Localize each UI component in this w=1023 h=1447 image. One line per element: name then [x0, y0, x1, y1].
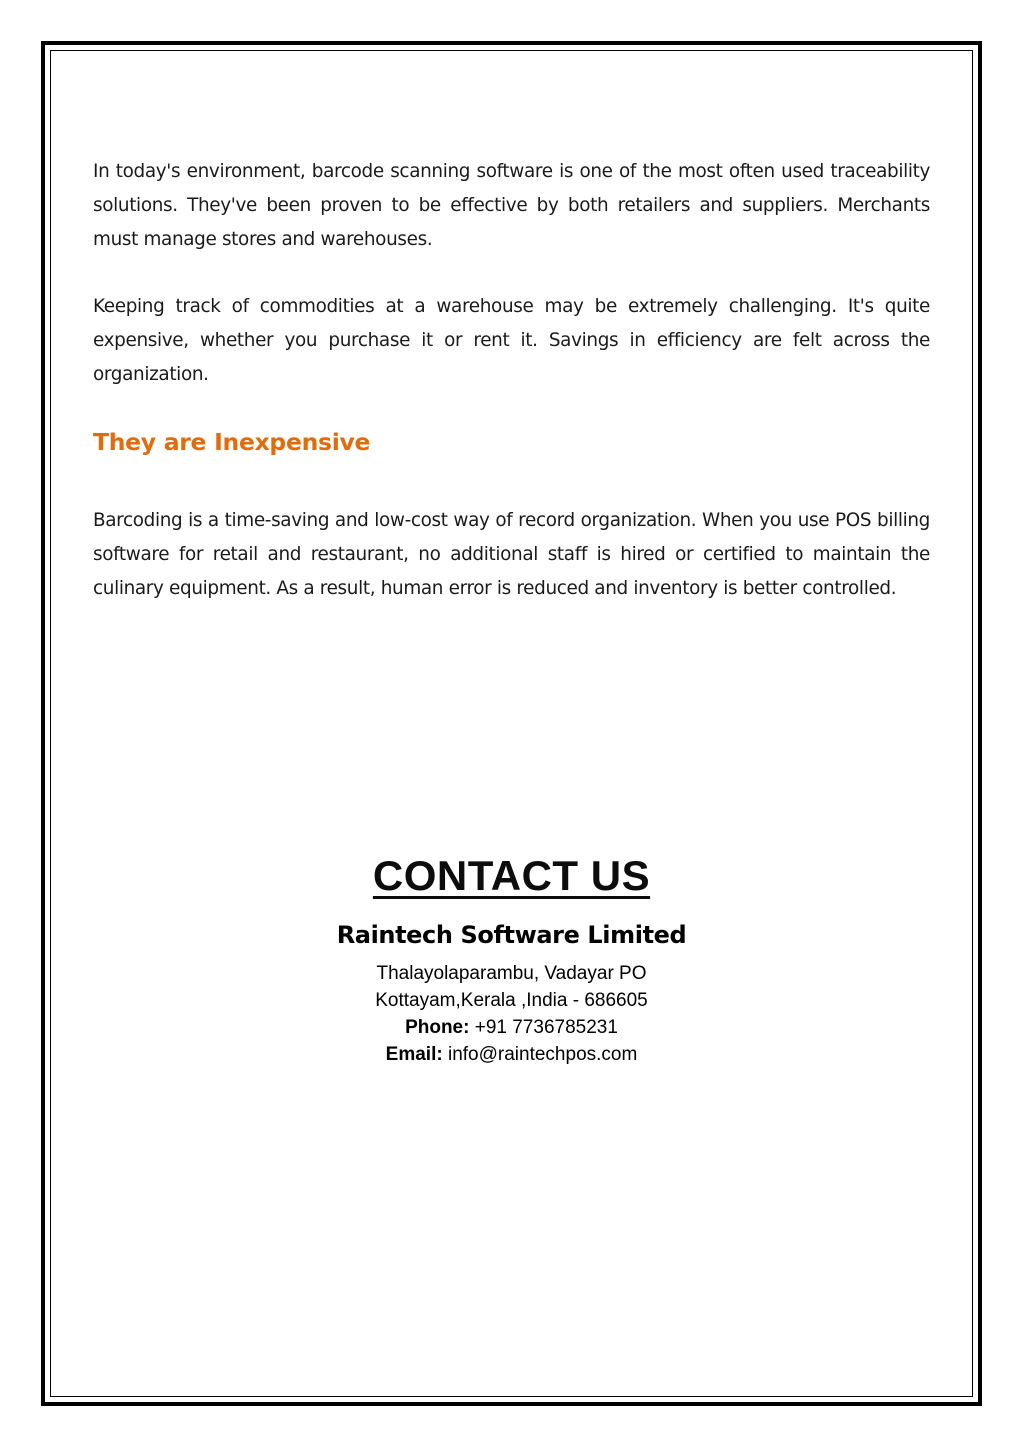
phone-line — [0, 1014, 1023, 1041]
paragraph-warehouse: Keeping track of commodities at a warehouse may be extremely challenging. It's quite expensive, whether you purchase it or rent it. Savings in efficiency are felt across the organization. — [93, 296, 930, 385]
address-line-1: Thalayolaparambu, Vadayar PO — [376, 963, 647, 984]
section-heading: They are Inexpensive — [93, 428, 371, 456]
address-line-2: Kottayam,Kerala ,India - 686605 — [375, 990, 648, 1011]
paragraph-barcoding: Barcoding is a time-saving and low-cost way of record organization. When you use POS billing software for retail and restaurant, no additional staff is hired or certified to maintain the culinary equipment. As a result, human error is reduced and inventory is better controlled. — [93, 510, 930, 599]
contact-title: CONTACT US — [372, 852, 651, 899]
paragraph-intro: In today's environment, barcode scanning software is one of the most often used traceability solutions. They've been proven to be effective by both retailers and suppliers. Merchants must manage stores and warehouses. — [93, 161, 930, 250]
phone-label: Phone: — [405, 1017, 470, 1038]
email-line — [0, 1041, 1023, 1068]
email-label: Email: — [385, 1044, 443, 1065]
contact-section — [0, 850, 1023, 1068]
company-name: Raintech Software Limited — [336, 921, 687, 949]
email-address: info@raintechpos.com — [447, 1044, 638, 1065]
phone-number: +91 7736785231 — [474, 1017, 618, 1038]
